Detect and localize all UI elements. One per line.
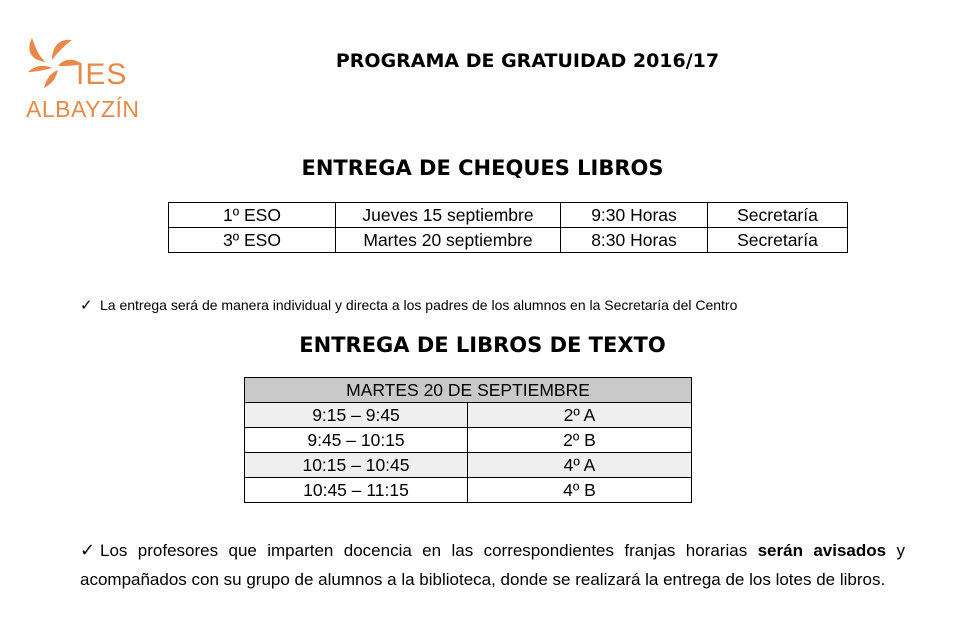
table-header-row — [245, 378, 692, 403]
cell-franja: 10:45 – 11:15 — [245, 478, 468, 503]
cell-franja: 9:15 – 9:45 — [245, 403, 468, 428]
textos-note — [80, 536, 905, 594]
table-row — [245, 478, 692, 503]
cell-grupo: 2º B — [468, 428, 692, 453]
cell-hora: 9:30 Horas — [561, 203, 708, 228]
textos-note-part2: y acompañados con su grupo de alumnos a la biblioteca, donde se realizará la entrega de los lotes de libros. — [80, 541, 905, 589]
textos-heading: ENTREGA DE LIBROS DE TEXTO — [299, 333, 666, 357]
cell-curso: 3º ESO — [169, 228, 336, 253]
cell-franja: 9:45 – 10:15 — [245, 428, 468, 453]
cell-franja: 10:15 – 10:45 — [245, 453, 468, 478]
cheques-note-text: La entrega será de manera individual y directa a los padres de los alumnos en la Secretaría del Centro — [100, 297, 738, 313]
cell-grupo: 4º A — [468, 453, 692, 478]
check-icon: ✓ — [80, 297, 93, 314]
cell-grupo: 4º B — [468, 478, 692, 503]
cell-lugar: Secretaría — [708, 203, 848, 228]
cell-fecha: Martes 20 septiembre — [336, 228, 561, 253]
cell-curso: 1º ESO — [169, 203, 336, 228]
logo-ies-text: IES — [76, 58, 128, 91]
table-row — [169, 203, 848, 228]
textos-table — [244, 377, 692, 503]
cheques-heading: ENTREGA DE CHEQUES LIBROS — [301, 156, 664, 180]
cheques-table — [168, 202, 848, 253]
table-row — [245, 453, 692, 478]
textos-note-bold: serán avisados — [757, 541, 887, 560]
cell-lugar: Secretaría — [708, 228, 848, 253]
cell-fecha: Jueves 15 septiembre — [336, 203, 561, 228]
page-title: PROGRAMA DE GRATUIDAD 2016/17 — [335, 50, 720, 72]
cheques-note — [80, 296, 960, 314]
table-row — [245, 403, 692, 428]
logo-name-text: ALBAYZÍN — [26, 96, 140, 122]
cell-grupo: 2º A — [468, 403, 692, 428]
textos-note-part1: Los profesores que imparten docencia en las correspondientes franjas horarias — [100, 541, 748, 560]
table-header-date: MARTES 20 DE SEPTIEMBRE — [245, 378, 692, 403]
table-row — [169, 228, 848, 253]
cell-hora: 8:30 Horas — [561, 228, 708, 253]
check-icon: ✓ — [80, 540, 96, 560]
table-row — [245, 428, 692, 453]
